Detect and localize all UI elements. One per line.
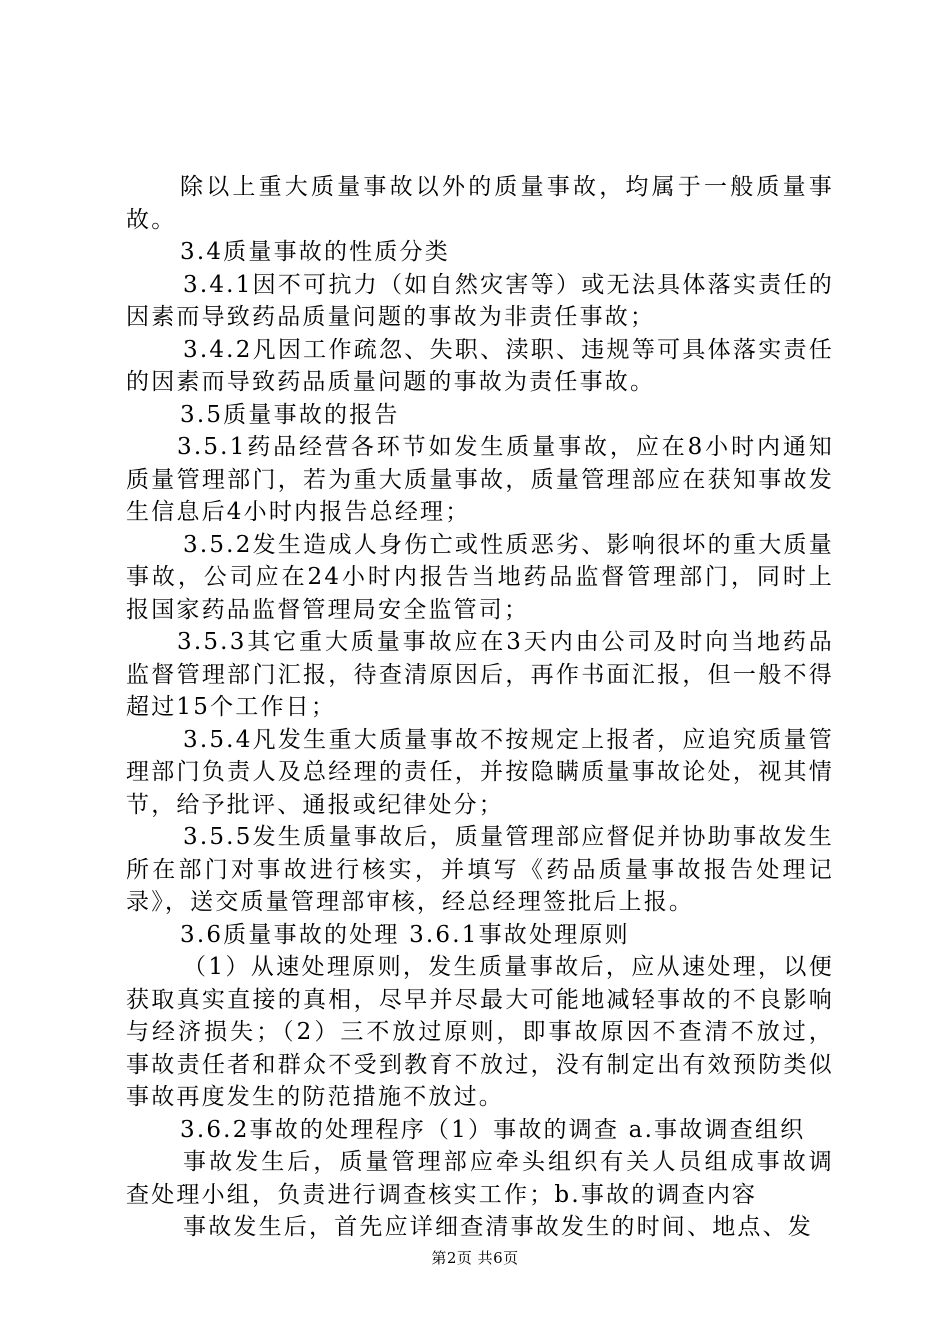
paragraph-3-5-3: 3.5.3其它重大质量事故应在3天内由公司及时向当地药品监督管理部门汇报，待查清原因后，再作书面汇报，但一般不得超过15个工作日； bbox=[126, 629, 834, 720]
paragraph-investigation-organization: 事故发生后，质量管理部应牵头组织有关人员组成事故调查处理小组，负责进行调查核实工作；b.事故的调查内容 bbox=[126, 1149, 834, 1208]
paragraph-3-4-1: 3.4.1因不可抗力（如自然灾害等）或无法具体落实责任的因素而导致药品质量问题的事故为非责任事故； bbox=[126, 271, 834, 330]
heading-3-5: 3.5质量事故的报告 bbox=[180, 401, 400, 428]
heading-3-6-2: 3.6.2事故的处理程序（1）事故的调查 a.事故调查组织 bbox=[180, 1116, 806, 1143]
paragraph-3-4-2: 3.4.2凡因工作疏忽、失职、渎职、违规等可具体落实责任的因素而导致药品质量问题的事故为责任事故。 bbox=[126, 336, 834, 395]
paragraph-principles: （1）从速处理原则，发生质量事故后，应从速处理，以便获取真实直接的真相，尽早并尽最大可能地减轻事故的不良影响与经济损失；（2）三不放过原则，即事故原因不查清不放过，事故责任者和群众不受到教育不放过，没有制定出有效预防类似事故再度发生的防范措施不放过。 bbox=[126, 954, 834, 1110]
paragraph-3-5-4: 3.5.4凡发生重大质量事故不按规定上报者，应追究质量管理部门负责人及总经理的责任，并按隐瞒质量事故论处，视其情节，给予批评、通报或纪律处分； bbox=[126, 726, 834, 818]
paragraph-general-accident: 除以上重大质量事故以外的质量事故，均属于一般质量事故。 bbox=[126, 174, 834, 233]
page-number-footer: 第2页 共6页 bbox=[431, 1249, 519, 1267]
paragraph-3-5-1: 3.5.1药品经营各环节如发生质量事故，应在8小时内通知质量管理部门，若为重大质量事故，质量管理部应在获知事故发生信息后4小时内报告总经理； bbox=[126, 434, 834, 525]
document-body bbox=[126, 171, 834, 1244]
paragraph-3-5-5: 3.5.5发生质量事故后，质量管理部应督促并协助事故发生所在部门对事故进行核实，并填写《药品质量事故报告处理记录》，送交质量管理部审核，经总经理签批后上报。 bbox=[126, 824, 834, 915]
paragraph-3-5-2: 3.5.2发生造成人身伤亡或性质恶劣、影响很坏的重大质量事故，公司应在24小时内报告当地药品监督管理部门，同时上报国家药品监督管理局安全监管司； bbox=[126, 531, 834, 623]
heading-3-6: 3.6质量事故的处理 3.6.1事故处理原则 bbox=[180, 921, 630, 948]
heading-3-4: 3.4质量事故的性质分类 bbox=[180, 239, 450, 265]
paragraph-investigation-content: 事故发生后，首先应详细查清事故发生的时间、地点、发 bbox=[183, 1214, 813, 1240]
